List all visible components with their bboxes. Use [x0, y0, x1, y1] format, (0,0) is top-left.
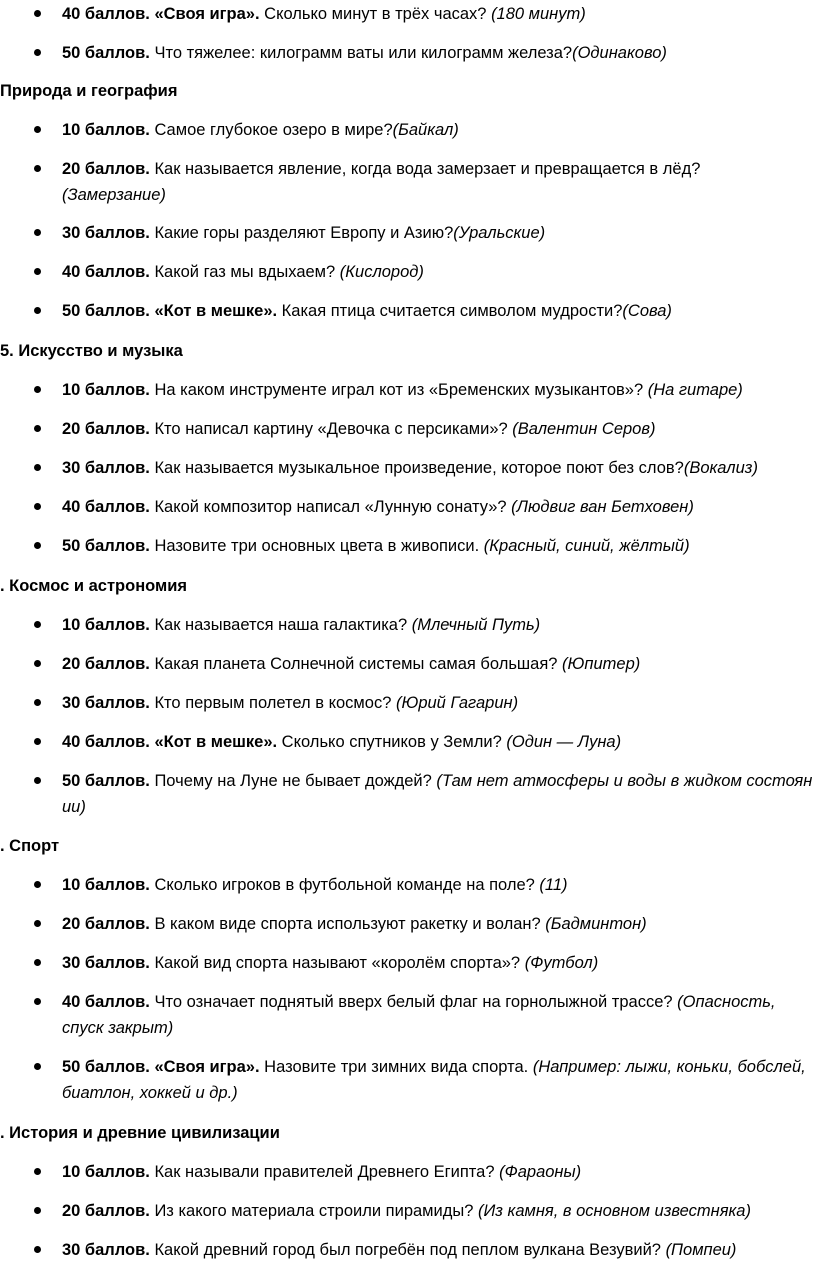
list-item: 50 баллов. Назовите три основных цвета в живописи. (Красный, синий, жёлтый) [62, 533, 814, 559]
list-item: 50 баллов. «Своя игра». Назовите три зимних вида спорта. (Например: лыжи, коньки, бобслей, биатлон, хоккей и др.) [62, 1054, 814, 1106]
list-item: 40 баллов. «Своя игра». Сколько минут в трёх часах? (180 минут) [62, 1, 814, 27]
section-heading-sport: . Спорт [0, 837, 60, 855]
list-item: 50 баллов. «Кот в мешке». Какая птица считается символом мудрости?(Сова) [62, 298, 814, 324]
list-item: 30 баллов. Кто первым полетел в космос? (Юрий Гагарин) [62, 690, 814, 716]
list-item: 30 баллов. Как называется музыкальное произведение, которое поют без слов?(Вокализ) [62, 455, 814, 481]
list-item: 10 баллов. На каком инструменте играл кот из «Бременских музыкантов»? (На гитаре) [62, 377, 814, 403]
list-item: 40 баллов. Какой газ мы вдыхаем? (Кислород) [62, 259, 814, 285]
list-item: 30 баллов. Какой древний город был погребён под пеплом вулкана Везувий? (Помпеи) [62, 1237, 814, 1263]
section-heading-history: . История и древние цивилизации [0, 1124, 280, 1142]
section-heading-art-music: 5. Искусство и музыка [0, 342, 183, 360]
list-item: 20 баллов. В каком виде спорта используют ракетку и волан? (Бадминтон) [62, 911, 814, 937]
list-item: 40 баллов. «Кот в мешке». Сколько спутников у Земли? (Один — Луна) [62, 729, 814, 755]
list-item: 10 баллов. Самое глубокое озеро в мире?(Байкал) [62, 117, 814, 143]
list-item: 10 баллов. Как называли правителей Древнего Египта? (Фараоны) [62, 1159, 814, 1185]
list-item: 10 баллов. Сколько игроков в футбольной команде на поле? (11) [62, 872, 814, 898]
list-item: 20 баллов. Из какого материала строили пирамиды? (Из камня, в основном известняка) [62, 1198, 814, 1224]
list-item: 40 баллов. Какой композитор написал «Лунную сонату»? (Людвиг ван Бетховен) [62, 494, 814, 520]
list-item: 10 баллов. Как называется наша галактика? (Млечный Путь) [62, 612, 814, 638]
section-heading-space-astronomy: . Космос и астрономия [0, 577, 188, 595]
list-item: 20 баллов. Как называется явление, когда вода замерзает и превращается в лёд? (Замерзание) [62, 156, 712, 208]
list-item: 50 баллов. Почему на Луне не бывает дождей? (Там нет атмосферы и воды в жидком состоянии) [62, 768, 814, 820]
section-heading-nature-geography: Природа и география [0, 82, 178, 100]
list-item: 20 баллов. Какая планета Солнечной системы самая большая? (Юпитер) [62, 651, 814, 677]
list-item: 30 баллов. Какие горы разделяют Европу и Азию?(Уральские) [62, 220, 814, 246]
list-item: 50 баллов. Что тяжелее: килограмм ваты или килограмм железа?(Одинаково) [62, 40, 814, 66]
list-item: 40 баллов. Что означает поднятый вверх белый флаг на горнолыжной трассе? (Опасность, спуск закрыт) [62, 989, 814, 1041]
list-item: 30 баллов. Какой вид спорта называют «королём спорта»? (Футбол) [62, 950, 814, 976]
list-item: 20 баллов. Кто написал картину «Девочка с персиками»? (Валентин Серов) [62, 416, 814, 442]
